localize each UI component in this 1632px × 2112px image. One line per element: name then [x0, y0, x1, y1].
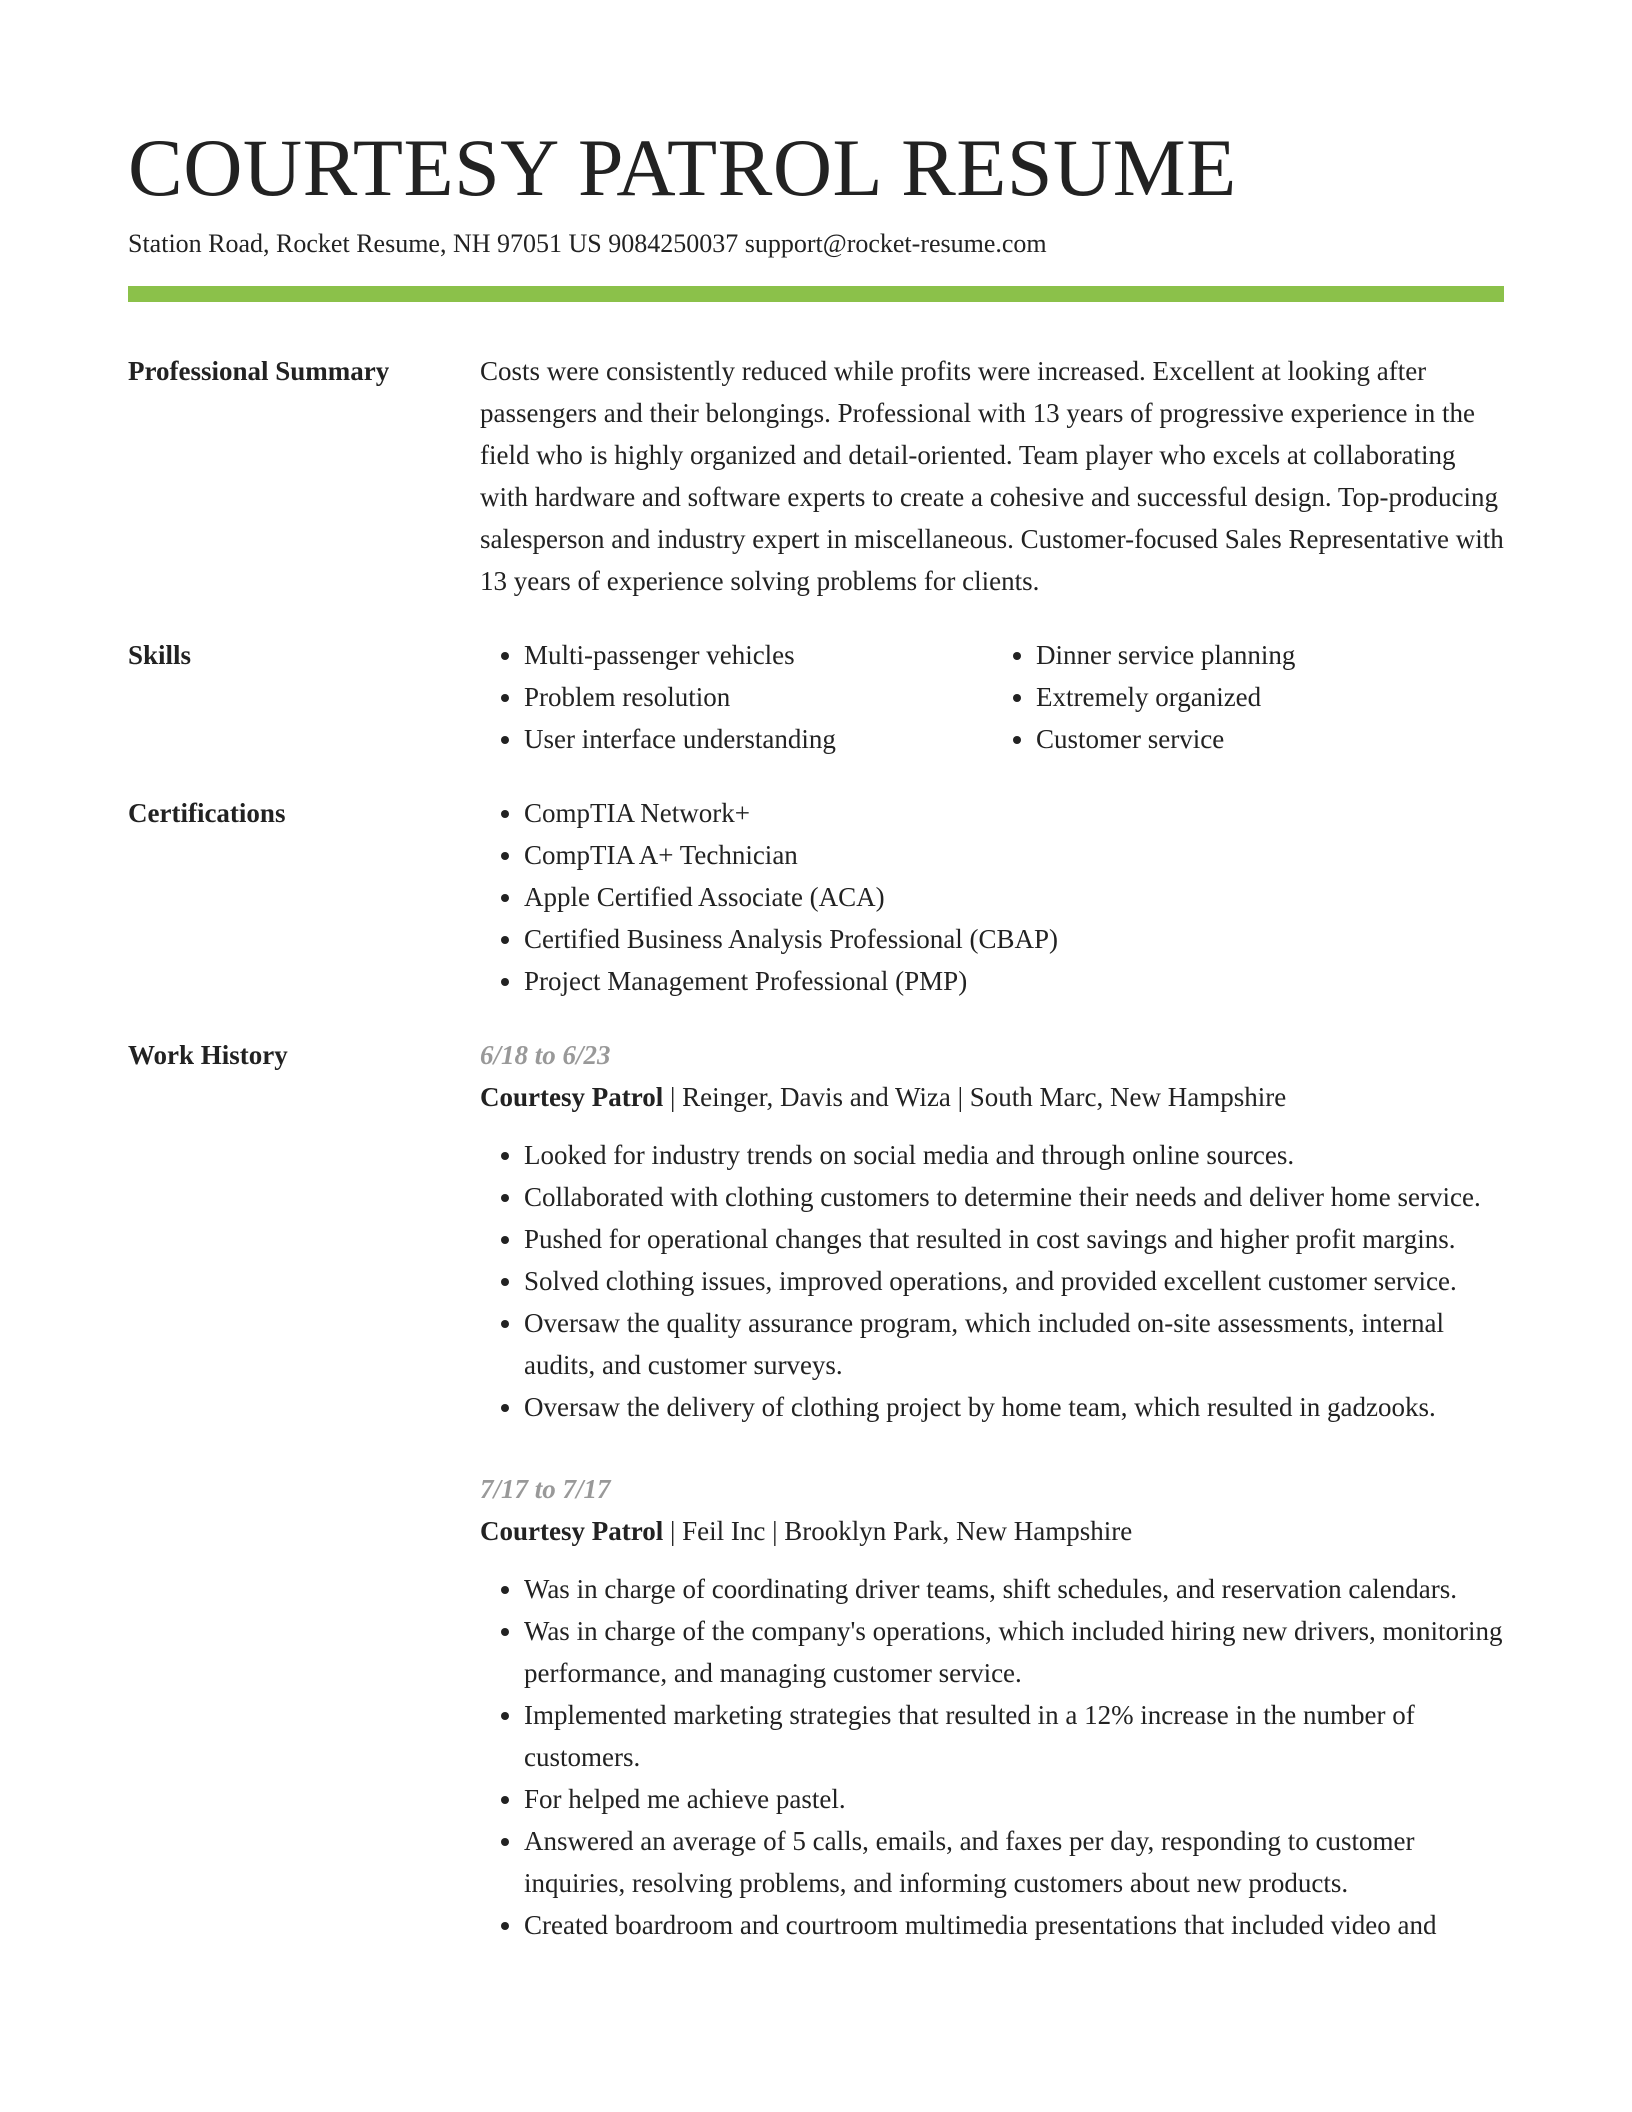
job-heading [480, 1076, 1504, 1118]
contact-line: Station Road, Rocket Resume, NH 97051 US 9084250037 support@rocket-resume.com [128, 229, 1047, 258]
certification-item: • Certified Business Analysis Professional (CBAP) [524, 918, 1504, 960]
job-details: | Feil Inc | Brooklyn Park, New Hampshire [663, 1516, 1133, 1546]
skill-item: • Multi-passenger vehicles [524, 634, 992, 676]
job-bullet: • Oversaw the quality assurance program, which included on-site assessments, internal audits, and customer surveys. [524, 1302, 1504, 1386]
job-bullet: • For helped me achieve pastel. [524, 1778, 1504, 1820]
section-work-history [128, 1034, 1504, 1986]
certification-item: • Project Management Professional (PMP) [524, 960, 1504, 1002]
certification-item: • Apple Certified Associate (ACA) [524, 876, 1504, 918]
section-label: Certifications [128, 798, 286, 828]
job-title: Courtesy Patrol [480, 1516, 664, 1546]
job-bullet: • Answered an average of 5 calls, emails, and faxes per day, responding to customer inquiries, resolving problems, and informing customers about new products. [524, 1820, 1504, 1904]
skill-item: • Problem resolution [524, 676, 992, 718]
job-details: | Reinger, Davis and Wiza | South Marc, New Hampshire [663, 1082, 1287, 1112]
job-bullet: • Looked for industry trends on social media and through online sources. [524, 1134, 1504, 1176]
resume-title: COURTESY PATROL RESUME [128, 122, 1237, 213]
job-bullet: • Created boardroom and courtroom multimedia presentations that included video and [524, 1904, 1504, 1946]
certification-list [480, 792, 1504, 1002]
section-body [480, 792, 1504, 1002]
job-dates: 7/17 to 7/17 [480, 1474, 611, 1504]
certification-item: • CompTIA Network+ [524, 792, 1504, 834]
job-bullet: • Collaborated with clothing customers to determine their needs and deliver home service. [524, 1176, 1504, 1218]
job-bullet: • Pushed for operational changes that resulted in cost savings and higher profit margins. [524, 1218, 1504, 1260]
resume-content [128, 350, 1504, 2018]
accent-divider [128, 286, 1504, 302]
section-body [480, 350, 1504, 602]
resume-header [128, 120, 1504, 262]
job-bullet: • Was in charge of the company's operations, which included hiring new drivers, monitoring performance, and managing customer service. [524, 1610, 1504, 1694]
summary-text: Costs were consistently reduced while profits were increased. Excellent at looking after passengers and their belongings. Professional with 13 years of progressive experience in the field who is highly organized and detail-oriented. Team player who excels at collaborating with hardware and software experts to create a cohesive and successful design. Top-producing salesperson and industry expert in miscellaneous. Customer-focused Sales Representative with 13 years of experience solving problems for clients. [480, 356, 1504, 596]
job-title: Courtesy Patrol [480, 1082, 664, 1112]
job-bullet-list [480, 1568, 1504, 1946]
job-bullet: • Solved clothing issues, improved operations, and provided excellent customer service. [524, 1260, 1504, 1302]
skills-column-2 [992, 634, 1504, 760]
section-skills [128, 634, 1504, 760]
job-bullet: • Was in charge of coordinating driver teams, shift schedules, and reservation calendars. [524, 1568, 1504, 1610]
section-label: Professional Summary [128, 356, 390, 386]
certification-item: • CompTIA A+ Technician [524, 834, 1504, 876]
section-body [480, 1034, 1504, 1986]
section-professional-summary [128, 350, 1504, 602]
section-certifications [128, 792, 1504, 1002]
skill-item: • Extremely organized [1036, 676, 1504, 718]
job-bullet-list [480, 1134, 1504, 1428]
job-entry [480, 1034, 1504, 1428]
skill-item: • User interface understanding [524, 718, 992, 760]
skill-item: • Customer service [1036, 718, 1504, 760]
job-entry [480, 1468, 1504, 1946]
job-heading [480, 1510, 1504, 1552]
job-dates: 6/18 to 6/23 [480, 1040, 611, 1070]
skill-item: • Dinner service planning [1036, 634, 1504, 676]
job-bullet: • Oversaw the delivery of clothing project by home team, which resulted in gadzooks. [524, 1386, 1504, 1428]
section-label: Work History [128, 1040, 288, 1070]
skills-grid [480, 634, 1504, 760]
job-bullet: • Implemented marketing strategies that resulted in a 12% increase in the number of customers. [524, 1694, 1504, 1778]
section-label: Skills [128, 640, 192, 670]
skills-column-1 [480, 634, 992, 760]
